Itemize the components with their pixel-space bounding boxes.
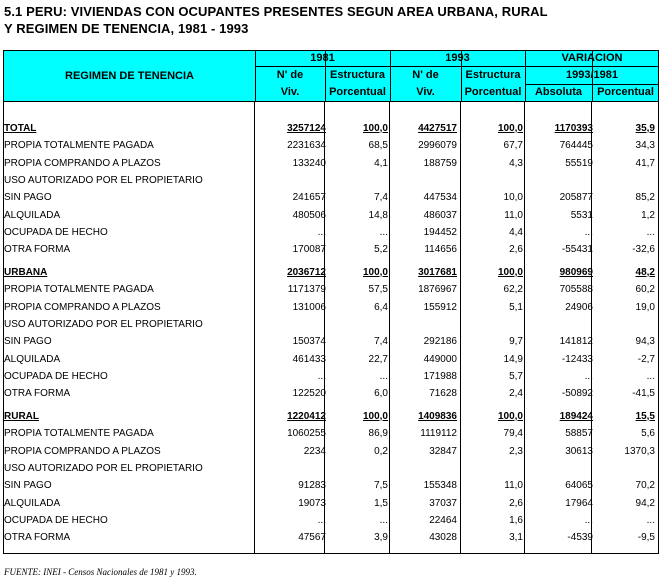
row-cell: ... [646, 514, 655, 526]
table-row [3, 495, 659, 512]
row-cell: 9,7 [509, 336, 523, 348]
row-cell: 2231634 [287, 140, 326, 152]
row-label: ALQUILADA [4, 353, 61, 365]
row-cell: -4539 [567, 532, 593, 544]
row-cell: ... [584, 370, 593, 382]
row-cell: 1370,3 [624, 445, 655, 457]
row-cell: 11,0 [504, 480, 523, 492]
row-cell: 19,0 [635, 301, 655, 313]
row-cell: 171988 [423, 370, 457, 382]
table-row [3, 299, 659, 316]
title-line-2: Y REGIMEN DE TENENCIA, 1981 - 1993 [4, 21, 249, 36]
row-cell: 85,2 [635, 192, 655, 204]
row-cell: 980969 [559, 267, 593, 278]
row-cell: 189424 [559, 411, 593, 422]
table-row [3, 512, 659, 529]
row-label: TOTAL [4, 123, 37, 134]
row-cell: 100,0 [497, 411, 523, 422]
row-cell: 7,4 [374, 192, 388, 204]
row-cell: 3257124 [287, 123, 326, 134]
row-label: PROPIA COMPRANDO A PLAZOS [4, 157, 161, 169]
row-cell: 0,2 [374, 445, 388, 457]
row-cell: 91283 [298, 480, 326, 492]
row-cell: 70,2 [635, 480, 655, 492]
header-regimen: REGIMEN DE TENENCIA [65, 70, 194, 82]
header-porcentual-1993: Porcentual [464, 86, 522, 98]
row-cell: 5,6 [641, 428, 655, 440]
title-line-1: 5.1 PERU: VIVIENDAS CON OCUPANTES PRESENTES SEGUN AREA URBANA, RURAL [4, 4, 548, 19]
row-cell: 2,4 [509, 388, 523, 400]
row-cell: 7,4 [374, 336, 388, 348]
row-cell: 1170393 [554, 123, 593, 134]
table-row [3, 281, 659, 298]
row-cell: 2,6 [509, 497, 523, 509]
row-cell: ... [646, 226, 655, 238]
row-cell: -41,5 [632, 388, 655, 400]
row-label: URBANA [4, 267, 48, 278]
table-row [3, 477, 659, 494]
row-cell: 11,0 [504, 209, 523, 221]
header-nviv-1993: N' de [412, 69, 439, 81]
row-cell: 5,2 [374, 244, 388, 256]
row-cell: 705588 [559, 284, 593, 296]
row-cell: 170087 [292, 244, 326, 256]
row-cell: 122520 [292, 388, 326, 400]
header-variacion-period: 1993/1981 [566, 69, 618, 81]
table-row [3, 368, 659, 385]
row-cell: ... [379, 226, 388, 238]
row-cell: 15,5 [635, 411, 655, 422]
row-cell: 2996079 [418, 140, 457, 152]
row-cell: ... [317, 514, 326, 526]
row-cell: 480506 [292, 209, 326, 221]
row-cell: 14,9 [503, 353, 523, 365]
row-label: SIN PAGO [4, 480, 52, 492]
row-cell: 114656 [424, 244, 457, 256]
row-cell: 43028 [429, 532, 457, 544]
row-cell: 17964 [565, 497, 593, 509]
section-total-row [3, 120, 659, 137]
row-cell: 47567 [298, 532, 326, 544]
header-1981: 1981 [310, 52, 335, 64]
row-cell: -12433 [561, 353, 593, 365]
row-cell: 41,7 [635, 157, 655, 169]
header-estructura-1993: Estructura [465, 69, 521, 81]
row-cell: 447534 [423, 192, 457, 204]
table-row [3, 316, 659, 333]
row-cell: 449000 [423, 353, 457, 365]
row-label: SIN PAGO [4, 336, 52, 348]
row-cell: 4427517 [418, 123, 457, 134]
row-cell: 2,6 [509, 244, 523, 256]
table-row [3, 333, 659, 350]
row-label: USO AUTORIZADO POR EL PROPIETARIO [4, 318, 203, 330]
row-cell: 71628 [429, 388, 457, 400]
row-cell: 100,0 [362, 267, 388, 278]
row-label: SIN PAGO [4, 192, 52, 204]
row-cell: ... [584, 226, 593, 238]
row-cell: 100,0 [497, 123, 523, 134]
row-label: ALQUILADA [4, 497, 61, 509]
row-cell: 1220412 [287, 411, 326, 422]
row-cell: 68,5 [368, 140, 388, 152]
row-cell: ... [317, 226, 326, 238]
row-label: PROPIA TOTALMENTE PAGADA [4, 428, 154, 440]
table-row [3, 172, 659, 189]
row-cell: 155912 [423, 301, 457, 313]
row-cell: 94,2 [635, 497, 655, 509]
row-cell: 60,2 [635, 284, 655, 296]
table-title [4, 3, 548, 37]
table-row [3, 425, 659, 442]
header-estructura-1981: Estructura [329, 69, 386, 81]
row-cell: 79,4 [503, 428, 523, 440]
row-cell: 3017681 [418, 267, 457, 278]
row-cell: 22464 [429, 514, 457, 526]
table-row [3, 529, 659, 546]
row-cell: 5,7 [509, 370, 523, 382]
row-cell: 3,1 [509, 532, 523, 544]
row-cell: 1119112 [420, 428, 457, 440]
row-cell: ... [584, 514, 593, 526]
row-cell: 486037 [423, 209, 457, 221]
row-cell: ... [379, 370, 388, 382]
row-cell: 205877 [559, 192, 593, 204]
row-cell: 1060255 [287, 428, 326, 440]
row-label: USO AUTORIZADO POR EL PROPIETARIO [4, 462, 203, 474]
table-row [3, 351, 659, 368]
row-cell: 155348 [423, 480, 457, 492]
row-label: OCUPADA DE HECHO [4, 514, 108, 526]
table-row [3, 443, 659, 460]
row-cell: 10,0 [503, 192, 523, 204]
header-viv-1981: Viv. [280, 86, 300, 98]
row-cell: 4,4 [509, 226, 523, 238]
header-absoluta: Absoluta [534, 86, 583, 98]
row-cell: -2,7 [637, 353, 655, 365]
row-label: PROPIA TOTALMENTE PAGADA [4, 140, 154, 152]
row-cell: 14,8 [368, 209, 388, 221]
row-cell: ... [317, 370, 326, 382]
row-cell: 62,2 [503, 284, 523, 296]
row-label: ALQUILADA [4, 209, 61, 221]
row-cell: 6,4 [374, 301, 388, 313]
row-cell: 194452 [423, 226, 457, 238]
row-cell: 4,3 [509, 157, 523, 169]
row-cell: 3,9 [374, 532, 388, 544]
header-porcentual-1981: Porcentual [329, 86, 386, 98]
row-cell: 35,9 [635, 123, 655, 134]
row-cell: 19073 [298, 497, 326, 509]
row-cell: 86,9 [368, 428, 388, 440]
header-1993: 1993 [445, 52, 470, 64]
row-cell: ... [379, 514, 388, 526]
row-cell: -32,6 [632, 244, 655, 256]
row-cell: 188759 [423, 157, 457, 169]
row-cell: 37037 [429, 497, 457, 509]
row-cell: 141812 [559, 336, 593, 348]
row-cell: 1,6 [509, 514, 523, 526]
row-cell: 764445 [559, 140, 593, 152]
row-cell: 30613 [565, 445, 593, 457]
row-label: OCUPADA DE HECHO [4, 370, 108, 382]
row-label: RURAL [4, 411, 39, 422]
row-cell: 100,0 [362, 123, 388, 134]
row-cell: 2036712 [287, 267, 326, 278]
row-cell: 32847 [429, 445, 457, 457]
row-cell: 94,3 [635, 336, 655, 348]
source-footnote: FUENTE: INEI - Censos Nacionales de 1981 y 1993. [4, 567, 197, 577]
row-cell: 1409836 [418, 411, 457, 422]
row-cell: 2234 [303, 445, 326, 457]
row-cell: -55431 [561, 244, 593, 256]
row-cell: 24906 [565, 301, 593, 313]
row-label: PROPIA TOTALMENTE PAGADA [4, 284, 154, 296]
row-cell: ... [646, 370, 655, 382]
row-cell: 131006 [292, 301, 326, 313]
row-cell: 1,2 [641, 209, 655, 221]
header-porcentual-var: Porcentual [597, 86, 654, 98]
row-cell: 55519 [565, 157, 593, 169]
row-cell: 5,1 [509, 301, 523, 313]
row-label: OTRA FORMA [4, 532, 71, 544]
header-nviv-1981: N' de [276, 69, 304, 81]
table-row [3, 155, 659, 172]
row-label: OTRA FORMA [4, 388, 71, 400]
row-cell: 67,7 [503, 140, 523, 152]
row-cell: 48,2 [635, 267, 655, 278]
row-cell: 57,5 [368, 284, 388, 296]
row-cell: 58857 [565, 428, 593, 440]
row-cell: -9,5 [637, 532, 655, 544]
row-label: PROPIA COMPRANDO A PLAZOS [4, 445, 161, 457]
section-total-row [3, 264, 659, 281]
table-bottom-border [3, 553, 659, 554]
row-cell: 4,1 [374, 157, 388, 169]
table-row [3, 241, 659, 258]
table-row [3, 207, 659, 224]
table-row [3, 224, 659, 241]
row-cell: 1171379 [287, 284, 326, 296]
row-label: OCUPADA DE HECHO [4, 226, 108, 238]
row-cell: 6,0 [374, 388, 388, 400]
row-cell: 22,7 [368, 353, 388, 365]
row-cell: 133240 [292, 157, 326, 169]
section-total-row [3, 408, 659, 425]
table-row [3, 385, 659, 402]
header-variacion: VARIACION [561, 52, 623, 64]
row-cell: 100,0 [497, 267, 523, 278]
row-cell: 7,5 [374, 480, 388, 492]
row-label: USO AUTORIZADO POR EL PROPIETARIO [4, 174, 203, 186]
row-cell: 5531 [570, 209, 593, 221]
table-header [3, 50, 659, 102]
row-cell: 34,3 [635, 140, 655, 152]
row-label: OTRA FORMA [4, 244, 71, 256]
table-row [3, 189, 659, 206]
row-cell: 1876967 [418, 284, 457, 296]
row-label: PROPIA COMPRANDO A PLAZOS [4, 301, 161, 313]
row-cell: 64065 [565, 480, 593, 492]
row-cell: 150374 [292, 336, 326, 348]
row-cell: 2,3 [509, 445, 523, 457]
row-cell: -50892 [561, 388, 593, 400]
row-cell: 292186 [423, 336, 457, 348]
row-cell: 461433 [292, 353, 326, 365]
row-cell: 1,5 [374, 497, 388, 509]
row-cell: 241657 [292, 192, 326, 204]
table-row [3, 137, 659, 154]
row-cell: 100,0 [362, 411, 388, 422]
table-row [3, 460, 659, 477]
header-viv-1993: Viv. [416, 86, 435, 98]
